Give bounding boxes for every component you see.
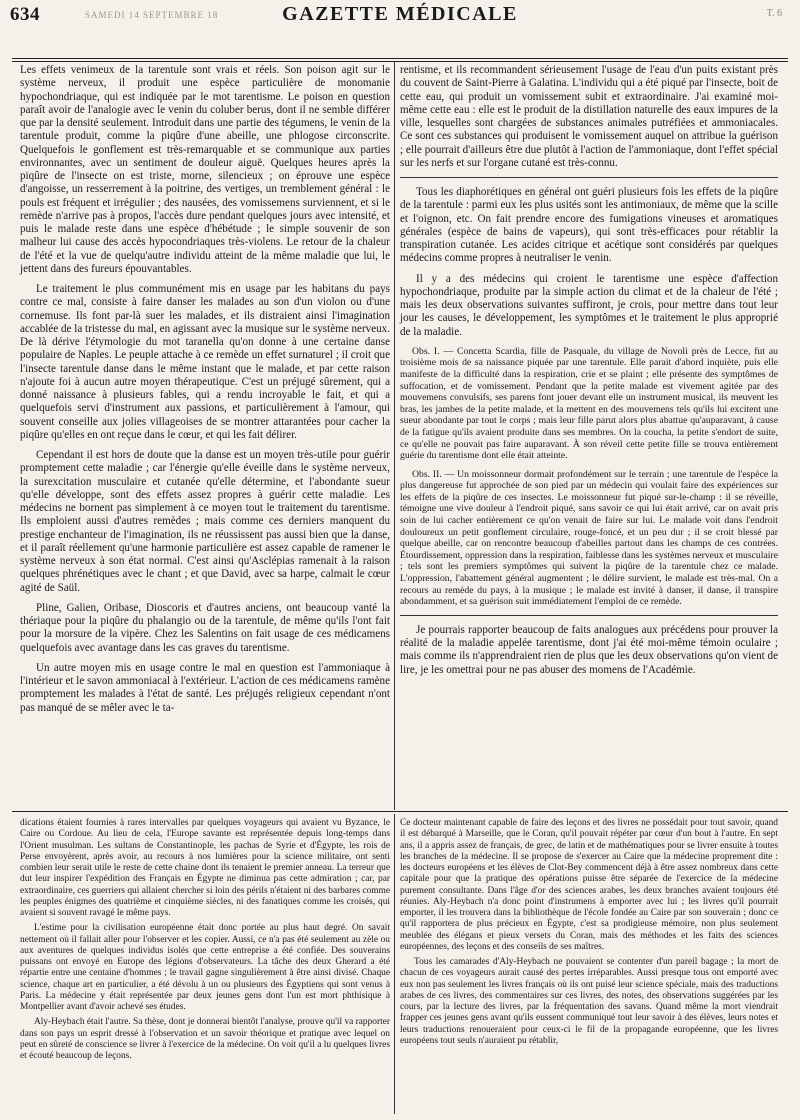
left-column — [20, 64, 390, 722]
observation-2: Obs. II. — Un moissonneur dormait profondément sur le terrain ; une tarentule de l'espèce la plus dangereuse fut approchée de son pied par un médecin qui voulait faire des expériences sur les effets de la piqûre de ces insectes. Le moissonneur fut piqué sur-le-champ : il se réveille, témoigne une vive douleur à l'endroit piqué, sans savoir ce qui lui était arrivé, car on avait pris soin de lui cacher entièrement ce qu'on venait de faire sur lui. Le malade voit dans l'endroit douloureux un petit gonflement circulaire, rouge-foncé, et un peu dur ; il se croit blessé par quelque abeille, car on rencontre beaucoup d'abeilles partout dans les champs de ces contrées. Étourdissement, oppression dans la respiration, faiblesse dans les systèmes nerveux et musculaire ; tels sont les premiers symptômes qui suivent la piqûre de la tarentule chez ce malade. L'oppression, l'abattement général augmentent ; le délire survient, le malade est très-mal. On a recours au remède du pays, à la musique ; le malade est invité à danser, il danse, il transpire abondamment, et sa guérison suit immédiatement l'emploi de ce remède. — [400, 468, 778, 608]
header-rule — [12, 58, 788, 59]
section-rule — [400, 615, 778, 616]
paragraph: Il y a des médecins qui croient le tarentisme une espèce d'affection hypochondriaque, produite par la simple action du climat et de la chaleur de l'été ; mais les deux observations suivantes suffiront, je crois, pour mettre dans tout leur jour les causes, le développement, les symptômes et le traitement le plus approprié de la maladie. — [400, 272, 778, 338]
feuilleton-left-column — [20, 818, 390, 1066]
page-header — [0, 0, 800, 30]
paragraph: Tous les diaphorétiques en général ont guéri plusieurs fois les effets de la piqûre de la tarentule : parmi eux les plus usités sont les antimoniaux, de même que la scille et l'oignon, etc. On fait prendre encore des fumigations vineuses et aromatiques générales (espèce de bains de vapeurs), qui sont très-efficaces pour rétablir la transpiration cutanée. Les acides citrique et acétique sont considérés par quelques médecins comme propres à neutraliser le venin. — [400, 186, 778, 265]
paragraph: Pline, Galien, Oribase, Dioscoris et d'autres anciens, ont beaucoup vanté la thériaque pour la piqûre du phalangio ou de la tarentule, de même qu'ils l'ont fait pour la morsure de la vipère. Chez les Salentins on fait usage de ces médicamens quelquefois avec avantage dans les cas graves du tarentisme. — [20, 601, 390, 654]
feuilleton-column-divider — [394, 814, 395, 1114]
section-rule — [400, 177, 778, 178]
conclusion-paragraph: Je pourrais rapporter beaucoup de faits analogues aux précédens pour prouver la réalité de la maladie appelée tarentisme, dont j'ai été moi-même témoin oculaire ; mais comme ils n'apprendraient rien de plus que les deux observations qu'on vient de lire, je les omettrai pour ne pas abuser des momens de l'Académie. — [400, 623, 778, 676]
paragraph: Cependant il est hors de doute que la danse est un moyen très-utile pour guérir promptement cette maladie ; car l'énergie qu'elle éveille dans le système nerveux, la surexcitation musculaire et cutanée qu'elle détermine, et l'abondante sueur qu'elle développe, sont des effets assez propres à guérir cette maladie. Les médecins ne bornent pas simplement à ce moyen tout le traitement du tarentisme. Ils emploient aussi d'autres remèdes ; mais comme ces derniers manquent du prestige enchanteur de l'imagination, ils ne réussissent pas aussi bien que la danse, et il paraît réellement qu'une harmonie particulière est assez capable de ramener le système nerveux à son état normal. C'est ainsi qu'Asclépias ramenait à la raison quelques phrénétiques avec le chant ; et que David, avec sa harpe, calmait le cœur agité de Saül. — [20, 449, 390, 594]
paragraph: Un autre moyen mis en usage contre le mal en question est l'ammoniaque à l'intérieur et le savon ammoniacal à l'extérieur. L'action de ces médicamens ramène promptement les malades à l'état de santé. Les préjugés religieux cependant n'ont pas manqué de se mêler avec le ta- — [20, 661, 390, 714]
paragraph: dications étaient fournies à rares intervalles par quelques voyageurs qui avaient vu Byzance, le Caire ou Cordoue. Au lieu de cela, l'Europe savante est représentée depuis long-temps dans l'Orient musulman. Les sultans de Constantinople, les pachas de Syrie et d'Égypte, les rois de Perse envoyèrent, après avoir, au recours à nos lumières pour la science militaire, ont senti combien leur serait utile le reste de cette chaine dont ils tenaient le premier anneau. La terreur que dut leur inspirer l'expédition des Français en Égypte ne diminua pas cette admiration ; car, par extraordinaire, ces guerriers qui allaient chercher si loin des périls n'étaient ni des barbares comme les peuples énigmes des quatrième et cinquième siècles, ni des fanatiques comme les croisés, qui avaient si souvent ravagé le même pays. — [20, 818, 390, 918]
running-head: SAMEDI 14 SEPTEMBRE 18 — [85, 10, 219, 20]
paragraph: Tous les camarades d'Aly-Heybach ne pouvaient se contenter d'un pareil bagage ; la mort de chacun de ces voyageurs aurait causé des pertes irréparables. Aussi presque tous ont emporté avec eux non pas seulement les livres français où ils ont puisé leur science spéciale, mais des traductions arabes de ces livres, des commentaires sur ces livres, des notes, des observations suggérées par les cours, par la lecture des livres, par la fréquentation des savans. Quand même la mort viendrait frapper ces jeunes gens avant qu'ils eussent communiqué tout leur savoir à des élèves, leurs notes et leurs traductions renoueraient pour ceux-ci le fil de la propagande européenne, que les livres européens tout seuls n'auraient pu rétablir, — [400, 957, 778, 1046]
feuilleton-rule — [12, 811, 788, 812]
feuilleton-right-column — [400, 818, 778, 1051]
page-number: 634 — [10, 4, 40, 25]
header-right-mark: T. 6 — [766, 8, 782, 19]
paragraph: Ce docteur maintenant capable de faire des leçons et des livres ne possédait pour tout savoir, quand il est débarqué à Marseille, que le Coran, qu'il pouvait répéter par cœur d'un bout à l'autre. En sept ans, il a appris assez de français, de grec, de latin et de mathématiques pour se livrer ensuite à toutes les branches de la médecine. Il se propose de s'exercer au Caire que la médecine proprement dite : les docteurs européens et les élèves de Clot-Bey commencent déjà à être assez nombreux dans cette capitale pour que la pratique des opérations puisse être séparée de l'exercice de la médecine purement consultante. Dans l'âge d'or des sciences arabes, les deux branches avaient toujours été réunies. Aly-Heybach n'a donc point d'instrumens à emporter avec lui ; les livres qu'il pourrait emporter, il les trouvera dans la bibliothèque de l'école fondée au Caire par son souverain ; donc ce qu'il rapportera de plus précieux en Égypte, c'est sa prodigieuse mémoire, non plus seulement meublée des élégans et pieux versets du Coran, mais des méthodes et les faits des sciences européennes, des leçons et des conseils de ses maîtres. — [400, 818, 778, 952]
observations — [400, 346, 778, 608]
observation-1: Obs. I. — Concetta Scardia, fille de Pasquale, du village de Novoli près de Lecce, fut au troisième mois de sa naissance piquée par une tarentule. Elle parait d'abord inquiète, puis elle manifeste de la difficulté dans la respiration, crie et se plaint ; elle présente des symptômes de suffocation, et de vomissement. Pendant que la petite malade est vivement agitée par des mouvemens convulsifs, ses parens font jouer devant elle un instrument musical, ils meuvent les bras, les jambes de la petite malade, et la mettent en des mouvemens tels qu'ils lui excitent une sueur abondante par tout le corps ; mais leur fille parut alors plus abattue qu'auparavant, à cause de la fatigue qu'ils avaient produite dans ses membres. On la coucha, la petite s'endort de suite, ce qu'elle ne pouvait pas faire auparavant. À son réveil cette petite fille se trouva entièrement guérie du tarentisme dont elle était atteinte. — [400, 345, 778, 462]
header-rule-thin — [12, 61, 788, 62]
paragraph: Aly-Heybach était l'autre. Sa thèse, dont je donnerai bientôt l'analyse, prouve qu'il va rapporter dans son pays un esprit dressé à l'observation et un savoir théorique et pratique avec lequel on peut en sûreté de conscience se livrer à l'exercice de la médecine. On voit qu'il a lu quelques livres et écouté beaucoup de leçons. — [20, 1017, 390, 1061]
paragraph: Le traitement le plus communément mis en usage par les habitans du pays contre ce mal, consiste à faire danser les malades au son d'un violon ou d'une cornemuse. Ils font par-là suer les malades, et ils distraient ainsi l'imagination accablée de la tristesse du mal, en agissant avec la musique sur le système nerveux. De là dérive l'étymologie du mot taranella qu'on donne à une certaine danse populaire de Naples. Le peuple attache à ce remède un effet surnaturel ; il croit que l'insecte tarentule danse dans le même instant que le malade, et par cette raison n'ajoute foi à aucun autre moyen thérapeutique. C'est un préjugé sûrement, qui a donné naissance à plusieurs fables, qui a rendu incroyable le fait, et qui a quelquefois servi d'instrument aux passions, et particulièrement à l'amour, qui souvent conseille aux jolies villageoises de se montrer attarantées pour cacher la piqûre qu'elles en ont reçue dans le cœur, et qui les fait délirer. — [20, 283, 390, 441]
journal-title: GAZETTE MÉDICALE — [282, 3, 518, 25]
paragraph: Les effets venimeux de la tarentule sont vrais et réels. Son poison agit sur le système nerveux, il produit une espèce particulière de monomanie hypochondriaque, qui est indiquée par le mot tarentisme. Le poison en question paraît avoir de l'analogie avec le venin du coluber berus, dont il ne semble différer que par la densité seulement. Introduit dans une partie des tégumens, le venin de la tarentule produit, comme la piqûre d'une abeille, une phlogose circonscrite. Quelquefois le gonflement est très-remarquable et se communique aux parties environnantes, avec un sentiment de douleur aiguë. Quelques heures après la piqûre de l'insecte on est triste, morne, silencieux ; on éprouve une espèce d'angoisse, un resserrement à la poitrine, des vertiges, un tremblement général : le pouls est fréquent et irrégulier ; des nausées, des vomissemens surviennent, et si le remède n'arrive pas à propos, l'accès dure pendant quelques jours avec intensité, et puis le malade reste dans une espèce d'hébétude ; le simple souvenir de son malheur lui cause des accès hypocondriaques très-violens. Le retour de la chaleur de l'été et la vue de quelqu'autre individu atteint de la même maladie que lui, le jettent dans des fureurs épouvantables. — [20, 64, 390, 275]
paragraph: rentisme, et ils recommandent sérieusement l'usage de l'eau d'un puits existant près du couvent de Saint-Pierre à Galatina. L'individu qui a été piqué par l'insecte, boit de cette eau, qui produit un vomissement subit et extraordinaire. J'ai examiné moi-même cette eau : elle est le produit de la distillation naturelle des eaux impures de la ville, lesquelles sont chargées de substances animales putréfiées et ammoniacales. Ce sont ces substances qui produisent le vomissement auquel on attribue la guérison ; elle pourrait d'ailleurs être due plutôt à l'action de l'ammoniaque, dont l'effet spécial sur les nerfs et sur l'organe cutané est très-connu. — [400, 64, 778, 169]
paragraph: L'estime pour la civilisation européenne était donc portée au plus haut degré. On savait nettement où il fallait aller pour l'observer et les copier. Aussi, ce n'a pas été seulement au zèle ou aux aventures de quelques individus isolés que cette entreprise a été confiée. Des souverains puissans ont envoyé en Europe des légions d'observateurs. La tâche des deux Gherard a été répartie entre une centaine d'hommes ; le travail gagne singulièrement à être ainsi divisé. Chaque science, chaque art en particulier, a été dévolu à un ou plusieurs des Égyptiens qui sont venus à Paris. La médecine y était représentée par deux jeunes gens dont l'un est mort phthisique à Montpellier avant d'avoir achevé ses études. — [20, 923, 390, 1012]
column-divider — [394, 62, 395, 810]
right-column — [400, 64, 778, 684]
